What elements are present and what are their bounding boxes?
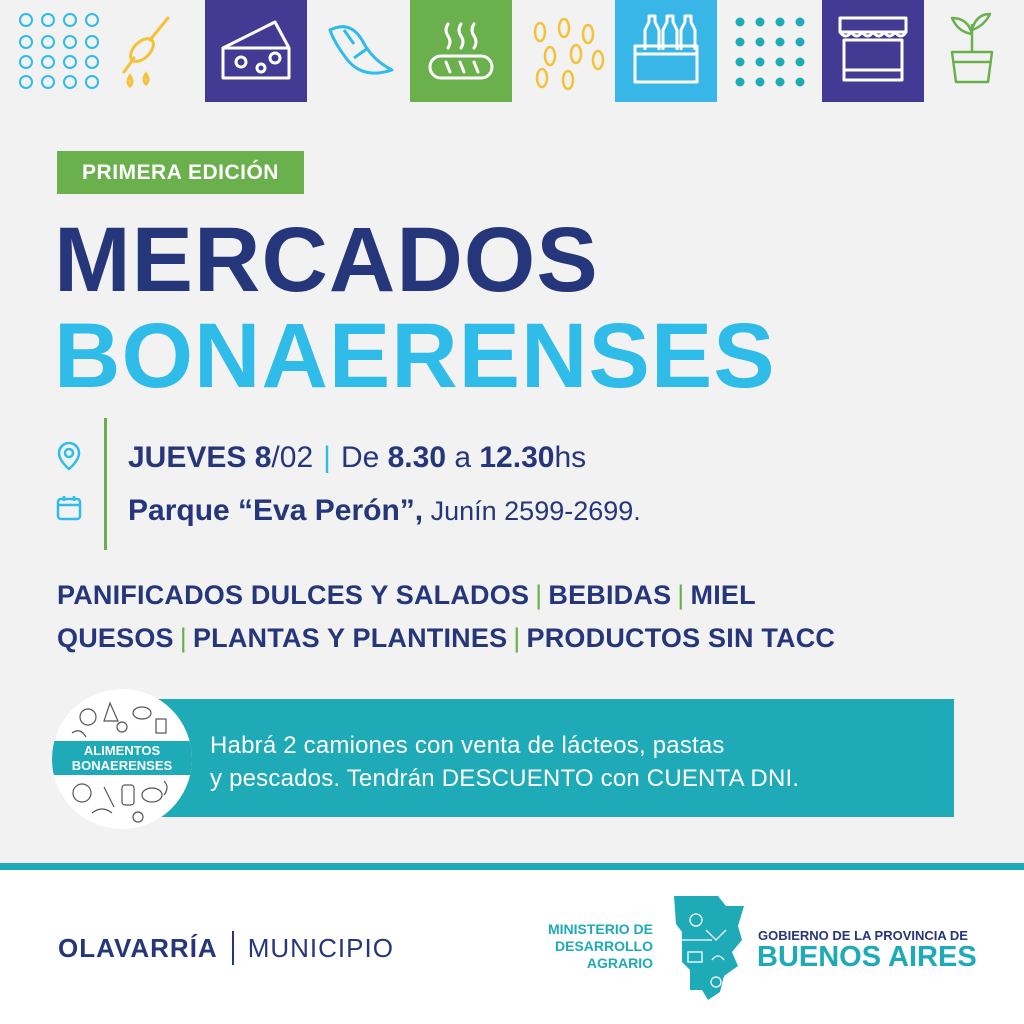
header-dots-tile: [728, 0, 812, 102]
header-cheese-tile: [205, 0, 307, 102]
gob-label: GOBIERNO DE LA PROVINCIA DE: [758, 928, 968, 943]
edition-badge: PRIMERA EDICIÓN: [57, 151, 304, 194]
dots-grid-icon: [8, 0, 100, 102]
time-start: 8.30: [387, 441, 447, 474]
honey-dipper-icon: [110, 0, 190, 102]
time-mid: a: [446, 441, 480, 474]
calendar-icon: [55, 494, 83, 522]
cheese-icon: [205, 0, 307, 102]
header-dots-grid-left: [8, 0, 100, 102]
header-market-tile: [822, 0, 924, 102]
olavarria-logo: [58, 933, 394, 967]
province-map-logo: [666, 890, 750, 1011]
header-croissant-tile: [318, 0, 396, 102]
footer-divider: [0, 863, 1024, 870]
banner-line1: Habrá 2 camiones con venta de lácteos, pastas: [210, 732, 725, 759]
categories-line1: PANIFICADOS DULCES Y SALADOS | BEBIDAS | MIEL: [57, 580, 756, 610]
header-bread-tile: [410, 0, 512, 102]
time-end: 12.30: [479, 441, 555, 474]
separator: |: [323, 441, 331, 474]
info-divider: [104, 418, 107, 550]
category-item: PRODUCTOS SIN TACC: [526, 623, 836, 653]
croissant-icon: [318, 0, 396, 102]
olavarria-text: OLAVARRÍA: [58, 933, 218, 963]
location-pin-icon: [55, 440, 83, 472]
market-stall-icon: [822, 0, 924, 102]
location-row: [128, 494, 641, 528]
time-suffix: hs: [554, 441, 587, 474]
event-place: Parque “Eva Perón”,: [128, 494, 424, 527]
municipio-text: MUNICIPIO: [247, 933, 394, 963]
date-time-row: [128, 441, 586, 475]
alimentos-seal: [52, 689, 192, 829]
categories-line2: QUESOS | PLANTAS Y PLANTINES | PRODUCTOS SIN TACC: [57, 623, 836, 653]
header-seeds-tile: [524, 0, 608, 102]
banner-line2: y pescados. Tendrán DESCUENTO con CUENTA DNI.: [210, 765, 800, 792]
category-item: PLANTAS Y PLANTINES: [192, 623, 508, 653]
category-item: BEBIDAS: [548, 580, 672, 610]
potted-plant-icon: [938, 0, 1014, 102]
seal-label: ALIMENTOS BONAERENSES: [52, 741, 192, 775]
dots-grid-icon: [728, 0, 812, 102]
bread-icon: [410, 0, 512, 102]
title-line2: BONAERENSES: [54, 305, 776, 407]
ministerio-label: MINISTERIO DE DESARROLLO AGRARIO: [547, 921, 653, 971]
event-date: /02: [271, 441, 314, 474]
event-address: Junín 2599-2699.: [423, 496, 641, 526]
header-plant-tile: [938, 0, 1014, 102]
category-item: MIEL: [690, 580, 756, 610]
category-item: QUESOS: [57, 623, 174, 653]
buenos-aires-label: BUENOS AIRES: [757, 941, 977, 973]
category-item: PANIFICADOS DULCES Y SALADOS: [57, 580, 530, 610]
seeds-icon: [524, 0, 608, 102]
title-line1: MERCADOS: [54, 209, 599, 311]
event-day: JUEVES 8: [128, 441, 272, 474]
header-bottles-tile: [615, 0, 717, 102]
bottles-crate-icon: [615, 0, 717, 102]
header-honey-tile: [110, 0, 190, 102]
banner-text: [210, 729, 799, 795]
time-prefix: De: [340, 441, 388, 474]
